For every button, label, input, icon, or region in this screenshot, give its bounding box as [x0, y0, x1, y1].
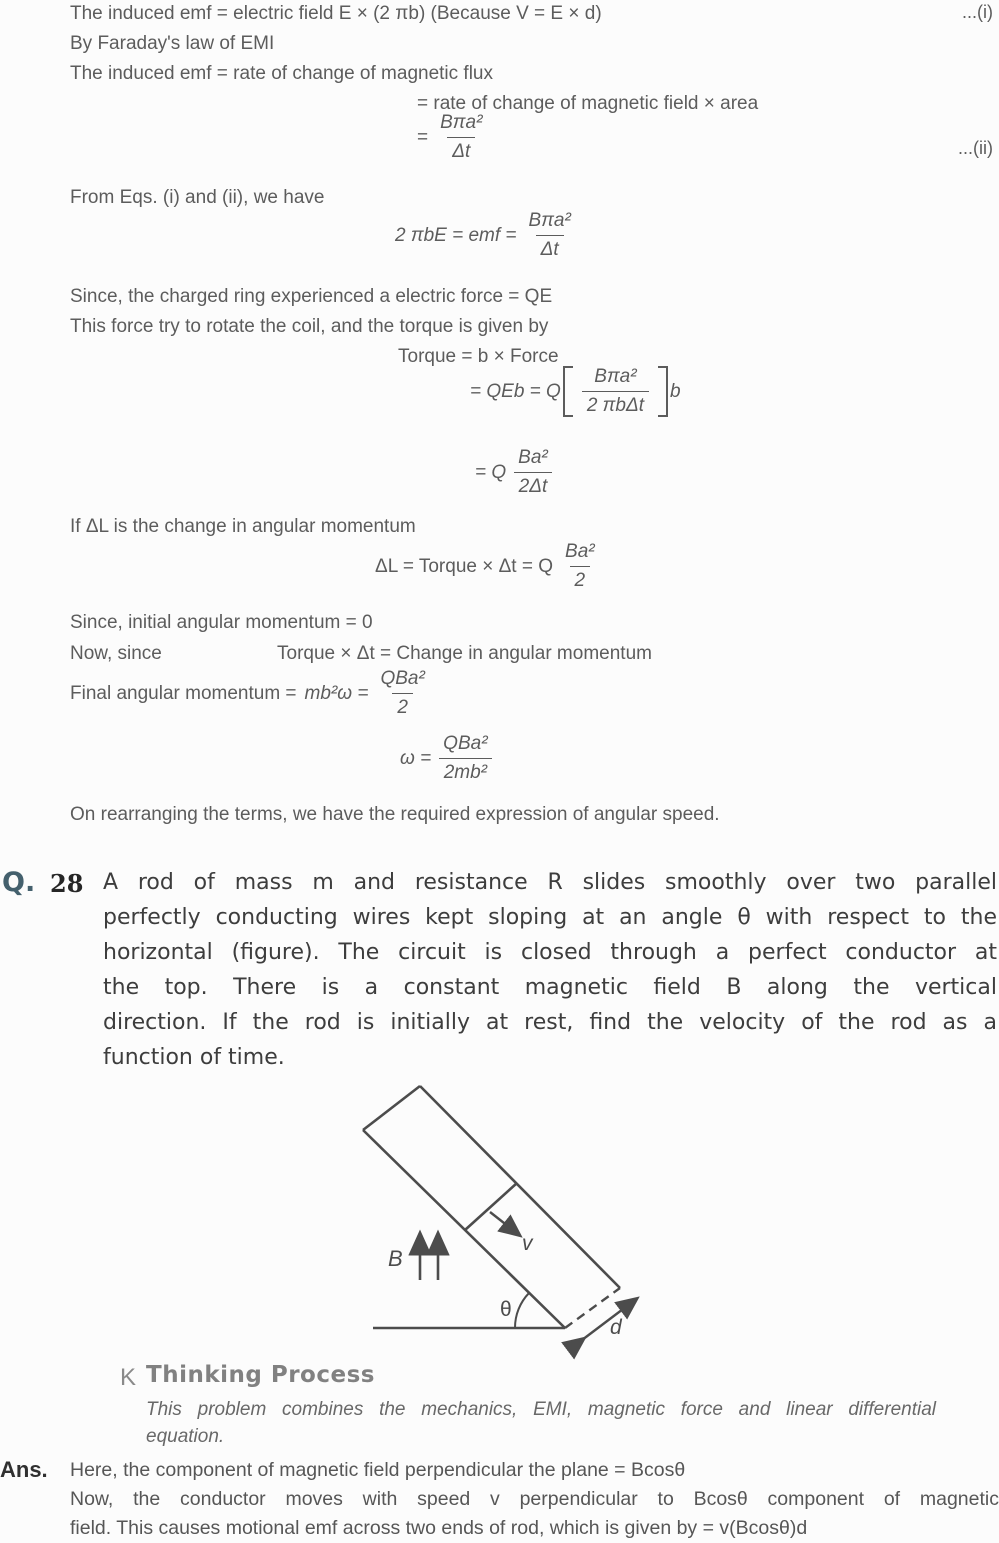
velocity-label: v — [522, 1232, 533, 1255]
solution-line: On rearranging the terms, we have the required expression of angular speed. — [70, 804, 720, 825]
angle-arc — [515, 1293, 529, 1328]
eq-pre-text: Final angular momentum = — [70, 682, 297, 704]
fraction — [435, 112, 487, 163]
solution-line: Since, initial angular momentum = 0 — [70, 612, 373, 633]
solution-line: Since, the charged ring experienced a electric force = QE — [70, 286, 553, 307]
answer-line: Here, the component of magnetic field perpendicular the plane = Bcosθ — [70, 1459, 686, 1481]
fraction — [438, 733, 492, 784]
solution-line: This force try to rotate the coil, and the torque is given by — [70, 316, 549, 337]
denominator: 2mb² — [439, 758, 492, 784]
right-bracket — [658, 366, 668, 417]
denominator: Δt — [447, 137, 475, 163]
numerator: Ba² — [565, 541, 595, 562]
eq-pre: ΔL = Torque × Δt = Q — [375, 555, 554, 577]
eq-pre: ω = — [400, 747, 432, 769]
question-label: Q. — [2, 867, 36, 898]
equation-final-momentum — [70, 668, 437, 719]
numerator: Bπa² — [594, 366, 637, 387]
velocity-arrow — [490, 1212, 518, 1234]
equation-label-ii: ...(ii) — [958, 138, 993, 158]
question-number: 28 — [50, 869, 84, 898]
upper-rail — [420, 1086, 620, 1288]
equation-torque-simplified — [475, 447, 560, 498]
numerator: Ba² — [518, 447, 548, 468]
thinking-text-line: This problem combines the mechanics, EMI, magnetic force and linear differential — [146, 1399, 936, 1420]
top-conductor — [363, 1086, 420, 1130]
numerator: Bπa² — [528, 210, 571, 231]
equation-torque-brackets — [470, 366, 681, 417]
answer-label: Ans. — [0, 1457, 48, 1482]
denominator: 2Δt — [514, 472, 553, 498]
question-text-line: the top. There is a constant magnetic field B along the vertical — [103, 975, 997, 1000]
eq-pre: = — [417, 126, 429, 148]
solution-line: Torque × Δt = Change in angular momentum — [277, 643, 652, 664]
equation-label-i: ...(i) — [962, 2, 993, 22]
eq-post: b — [670, 380, 681, 402]
thinking-process-title: Thinking Process — [146, 1362, 375, 1388]
torque-definition: Torque = b × Force — [398, 346, 559, 367]
question-text-line: function of time. — [103, 1045, 285, 1070]
fraction — [513, 447, 553, 498]
question-text-line: horizontal (figure). The circuit is closed through a perfect conductor at — [103, 940, 997, 965]
incline-figure — [300, 1072, 700, 1372]
eq-pre: 2 πbE = emf = — [395, 224, 517, 246]
question-text — [103, 865, 997, 1075]
denominator: Δt — [536, 235, 564, 261]
solution-line: From Eqs. (i) and (ii), we have — [70, 187, 325, 208]
denominator: 2 — [570, 566, 591, 592]
answer-paragraph — [70, 1485, 999, 1543]
equation-emf — [395, 210, 583, 261]
eq-pre: = Q — [475, 461, 507, 483]
solution-line: If ΔL is the change in angular momentum — [70, 516, 416, 537]
fraction — [582, 366, 649, 417]
b-field-label: B — [388, 1246, 403, 1271]
solution-line: The induced emf = rate of change of magnetic flux — [70, 63, 494, 84]
solution-line: Now, since — [70, 643, 162, 664]
question-text-line: perfectly conducting wires kept sloping at an angle θ with respect to the — [103, 905, 997, 930]
left-bracket — [563, 366, 573, 417]
solution-line: By Faraday's law of EMI — [70, 33, 275, 54]
width-arrow — [582, 1300, 635, 1340]
equation-ii — [417, 112, 494, 163]
equation-omega — [400, 733, 500, 784]
thinking-process-icon: K — [120, 1364, 137, 1391]
eq-pre: = QEb = Q — [470, 380, 561, 402]
thinking-text-line: equation. — [146, 1426, 225, 1447]
fraction — [560, 541, 600, 592]
question-text-line: direction. If the rod is initially at rest, find the velocity of the rod as a — [103, 1010, 997, 1035]
eq-pre-symbols: mb²ω = — [304, 682, 369, 704]
sliding-rod — [465, 1183, 517, 1230]
equation-angular-momentum — [375, 541, 607, 592]
lower-rail — [363, 1130, 565, 1328]
answer-text-line: field. This causes motional emf across two ends of rod, which is given by = v(Bcosθ)d — [70, 1517, 808, 1539]
angle-label: θ — [500, 1298, 512, 1321]
answer-text-line: Now, the conductor moves with speed v perpendicular to Bcosθ component of magnetic — [70, 1488, 999, 1510]
numerator: Bπa² — [440, 112, 483, 133]
fraction — [375, 668, 429, 719]
width-label: d — [610, 1316, 622, 1339]
denominator: 2 — [392, 693, 413, 719]
solution-line: The induced emf = electric field E × (2 πb) (Because V = E × d) — [70, 3, 602, 24]
thinking-process-text — [146, 1396, 936, 1450]
fraction — [524, 210, 576, 261]
numerator: QBa² — [443, 733, 488, 754]
denominator: 2 πbΔt — [582, 391, 649, 417]
solution-line: = rate of change of magnetic field × area — [417, 93, 759, 114]
question-text-line: A rod of mass m and resistance R slides smoothly over two parallel — [103, 870, 997, 895]
numerator: QBa² — [380, 668, 425, 689]
